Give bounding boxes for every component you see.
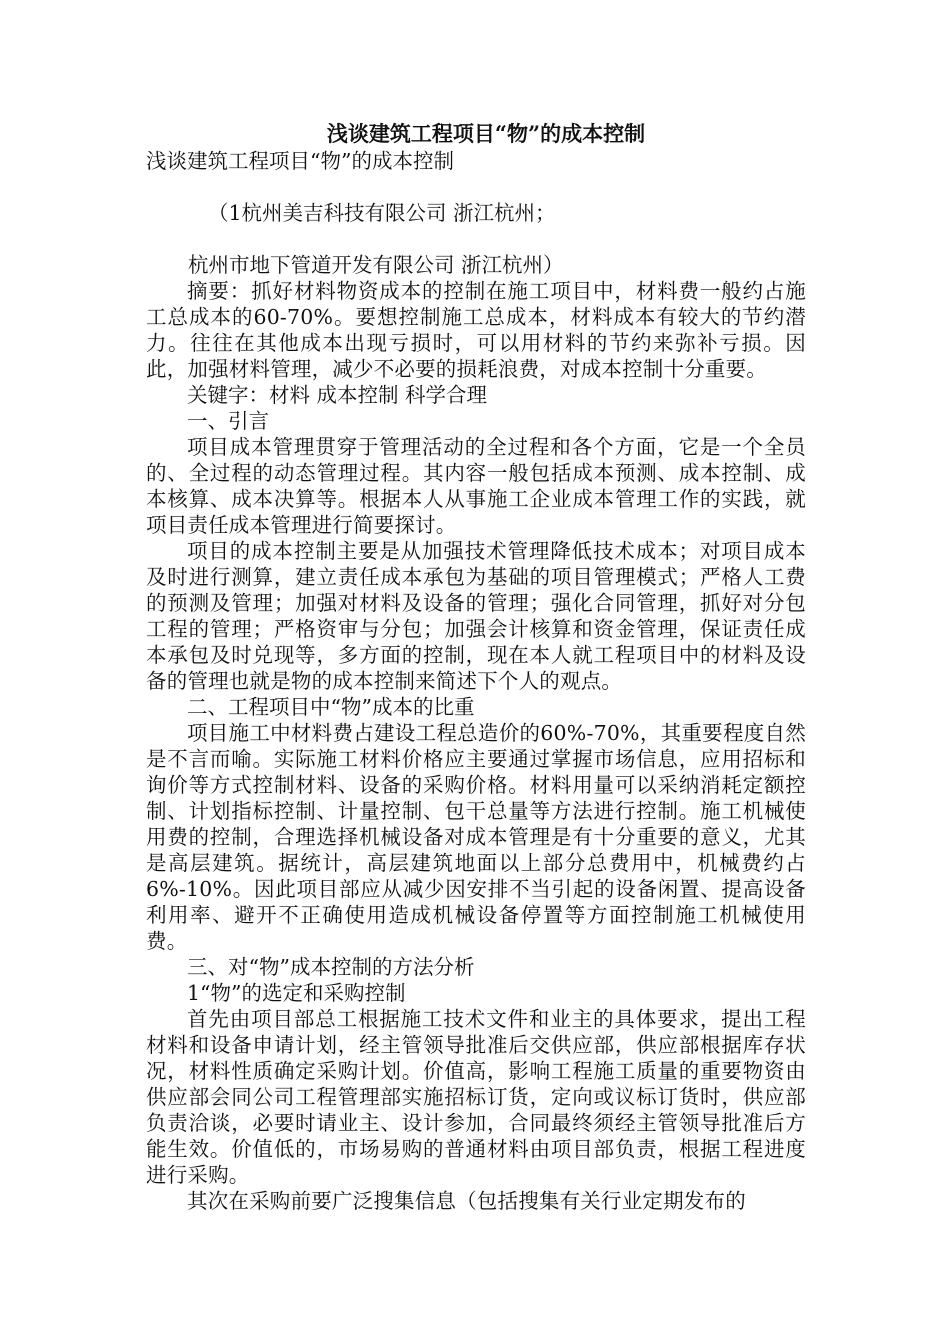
keywords-line: 关键字：材料 成本控制 科学合理 xyxy=(187,383,488,407)
document-subtitle: 浅谈建筑工程项目“物”的成本控制 xyxy=(146,149,454,173)
subsection-3-1-heading: 1“物”的选定和采购控制 xyxy=(187,981,406,1005)
document-title: 浅谈建筑工程项目“物”的成本控制 xyxy=(326,121,646,146)
subsection-3-1-paragraph-1: 首先由项目部总工根据施工技术文件和业主的具体要求，提出工程材料和设备申请计划，经主管领导批准后交供应部，供应部根据库存状况，材料性质确定采购计划。价值高，影响工程施工质量的重要物资由供应部会同公司工程管理部实施招标订货，定向或议标订货时，供应部负责洽谈，必要时请业主、设计参加，合同最终须经主管领导批准后方能生效。价值低的，市场易购的普通材料由项目部负责，根据工程进度进行采购。 xyxy=(146,1007,806,1187)
affiliation-line-2: 杭州市地下管道开发有限公司 浙江杭州） xyxy=(188,253,564,277)
section-2-paragraph-1: 项目施工中材料费占建设工程总造价的60%-70%，其重要程度自然是不言而喻。实际施工材料价格应主要通过掌握市场信息，应用招标和询价等方式控制材料、设备的采购价格。材料用量可以采纳消耗定额控制、计划指标控制、计量控制、包干总量等方法进行控制。施工机械使用费的控制，合理选择机械设备对成本管理是有十分重要的意义，尤其是高层建筑。据统计，高层建筑地面以上部分总费用中，机械费约占6%-10%。因此项目部应从减少因安排不当引起的设备闲置、提高设备利用率、避开不正确使用造成机械设备停置等方面控制施工机械使用费。 xyxy=(146,721,806,953)
section-3-heading: 三、对“物”成本控制的方法分析 xyxy=(187,955,475,979)
subsection-3-1-paragraph-2: 其次在采购前要广泛搜集信息（包括搜集有关行业定期发布的 xyxy=(187,1189,746,1213)
section-2-heading: 二、工程项目中“物”成本的比重 xyxy=(187,695,475,719)
section-1-heading: 一、引言 xyxy=(187,409,269,433)
affiliation-line-1: （1杭州美吉科技有限公司 浙江杭州； xyxy=(208,201,556,225)
document-page xyxy=(146,120,806,1214)
abstract-paragraph: 摘要：抓好材料物资成本的控制在施工项目中，材料费一般约占施工总成本的60-70%。要想控制施工总成本，材料成本有较大的节约潜力。往往在其他成本出现亏损时，可以用材料的节约来弥补亏损。因此，加强材料管理，减少不必要的损耗浪费，对成本控制十分重要。 xyxy=(146,279,806,381)
section-1-paragraph-1: 项目成本管理贯穿于管理活动的全过程和各个方面，它是一个全员的、全过程的动态管理过程。其内容一般包括成本预测、成本控制、成本核算、成本决算等。根据本人从事施工企业成本管理工作的实践，就项目责任成本管理进行简要探讨。 xyxy=(146,435,806,537)
section-1-paragraph-2: 项目的成本控制主要是从加强技术管理降低技术成本；对项目成本及时进行测算，建立责任成本承包为基础的项目管理模式；严格人工费的预测及管理；加强对材料及设备的管理；强化合同管理，抓好对分包工程的管理；严格资审与分包；加强会计核算和资金管理，保证责任成本承包及时兑现等，多方面的控制，现在本人就工程项目中的材料及设备的管理也就是物的成本控制来简述下个人的观点。 xyxy=(146,539,806,693)
